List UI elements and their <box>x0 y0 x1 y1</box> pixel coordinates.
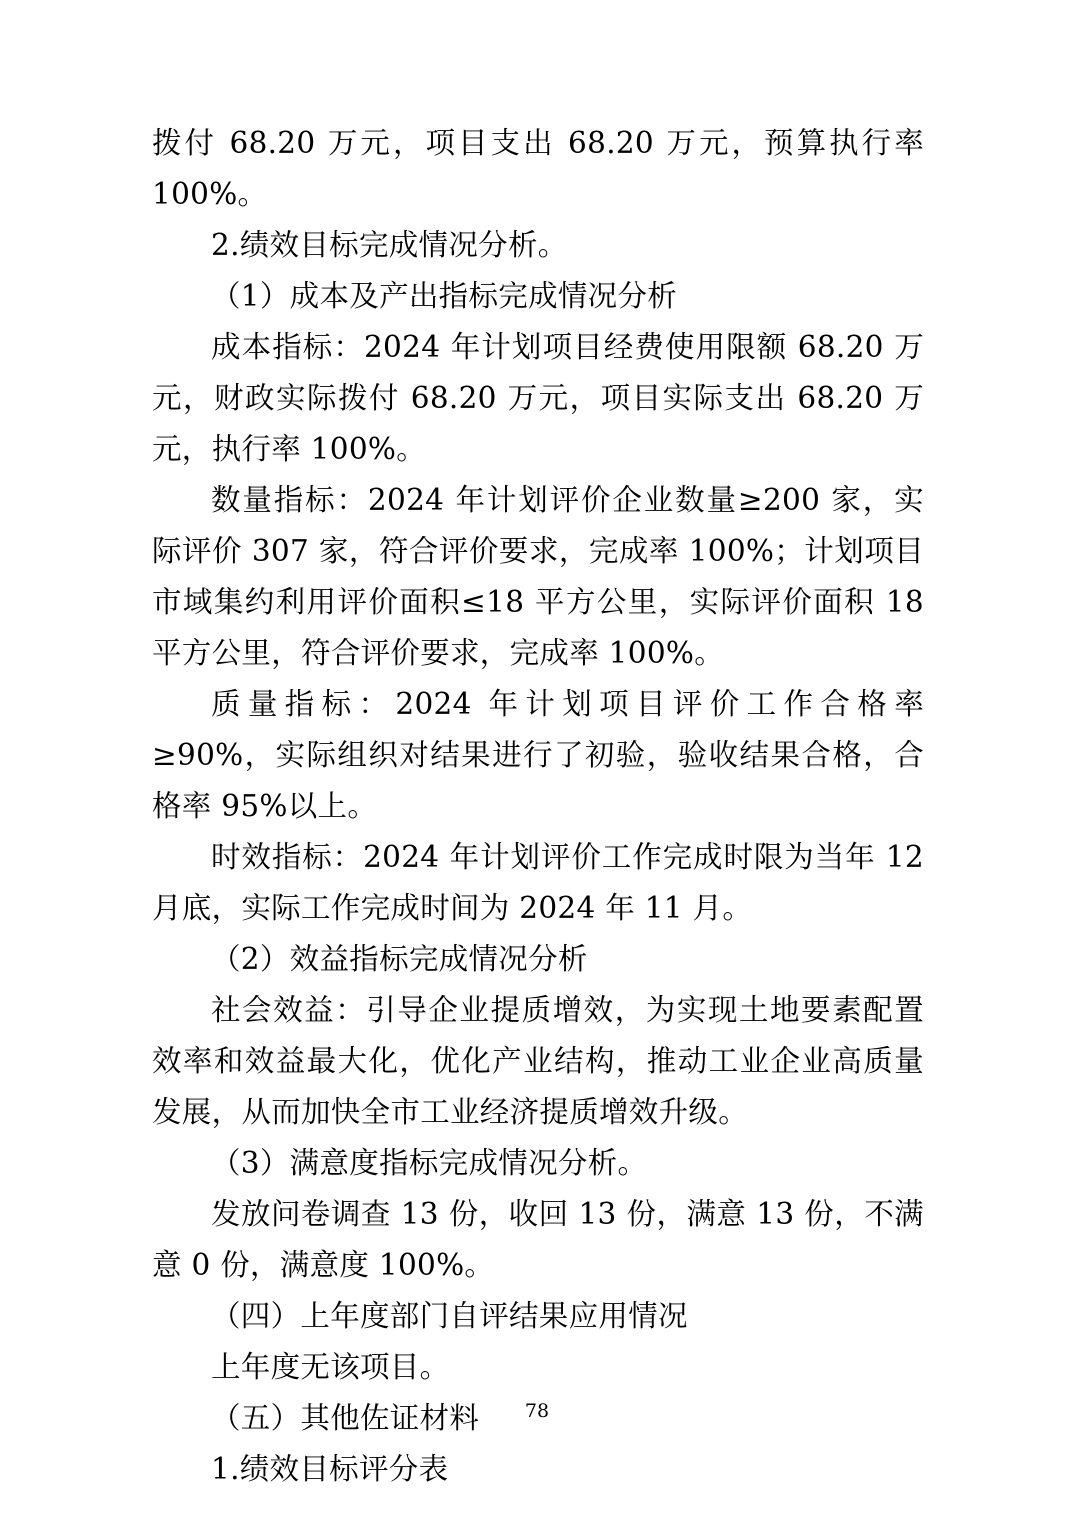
paragraph-10: （3）满意度指标完成情况分析。 <box>211 1146 648 1180</box>
paragraph-3: （1）成本及产出指标完成情况分析 <box>211 279 678 313</box>
paragraph-4: 成本指标：2024 年计划项目经费使用限额 68.20 万元，财政实际拨付 68.20 万元，项目实际支出 68.20 万元，执行率 100%。 <box>152 330 924 466</box>
paragraph-2: 2.绩效目标完成情况分析。 <box>211 228 568 262</box>
paragraph-5: 数量指标：2024 年计划评价企业数量≥200 家，实际评价 307 家，符合评价要求，完成率 100%；计划项目市域集约利用评价面积≤18 平方公里，实际评价面积 18 平方公里，符合评价要求，完成率 100%。 <box>152 483 934 670</box>
paragraph-13: 上年度无该项目。 <box>211 1350 450 1384</box>
paragraph-6: 质量指标：2024 年计划项目评价工作合格率≥90%，实际组织对结果进行了初验，验收结果合格，合格率 95%以上。 <box>152 687 924 823</box>
page-number: 78 <box>524 1400 550 1422</box>
paragraph-7: 时效指标：2024 年计划评价工作完成时限为当年 12 月底，实际工作完成时间为 2024 年 11 月。 <box>152 840 934 925</box>
page-body <box>152 118 934 1495</box>
paragraph-12: （四）上年度部门自评结果应用情况 <box>211 1299 688 1333</box>
paragraph-11: 发放问卷调查 13 份，收回 13 份，满意 13 份，不满意 0 份，满意度 100%。 <box>152 1197 924 1282</box>
paragraph-8: （2）效益指标完成情况分析 <box>211 942 588 976</box>
paragraph-9: 社会效益：引导企业提质增效，为实现土地要素配置效率和效益最大化，优化产业结构，推动工业企业高质量发展，从而加快全市工业经济提质增效升级。 <box>152 993 924 1129</box>
paragraph-14: （五）其他佐证材料 <box>211 1401 480 1435</box>
paragraph-15: 1.绩效目标评分表 <box>211 1452 449 1486</box>
paragraph-1: 拨付 68.20 万元，项目支出 68.20 万元，预算执行率 100%。 <box>152 126 934 211</box>
